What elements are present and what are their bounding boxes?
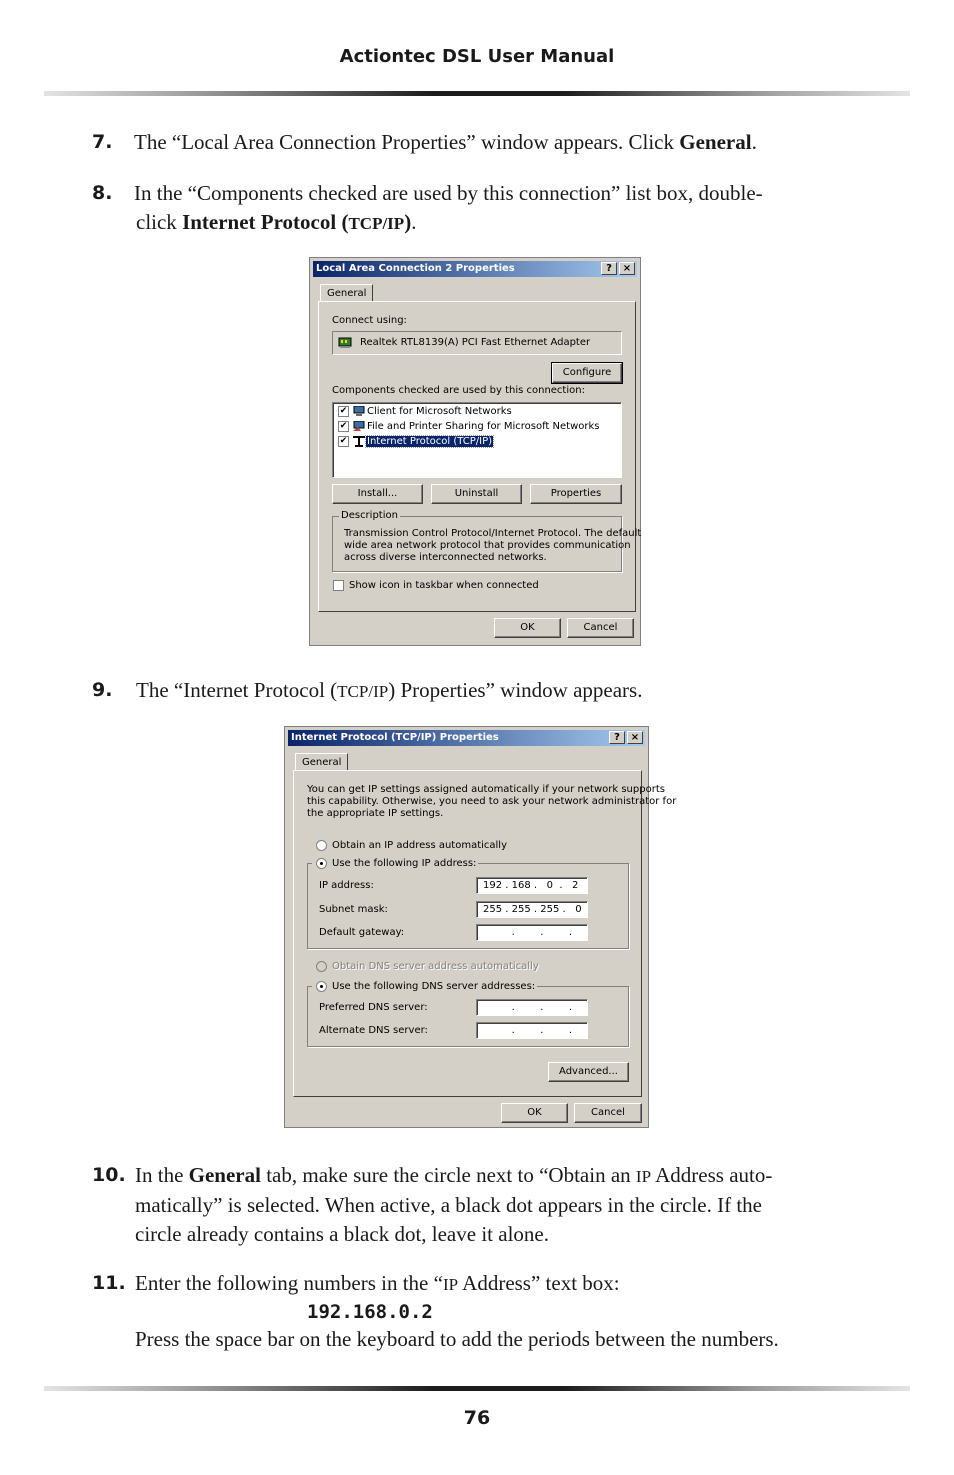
dialog-title: Local Area Connection 2 Properties	[316, 263, 515, 274]
adapter-field	[332, 331, 622, 355]
help-button[interactable]: ?	[609, 731, 625, 744]
header-rule	[44, 91, 910, 96]
use-ip-radio[interactable]	[316, 858, 327, 869]
ip-address-input[interactable]: 192 . 168 . 0 . 2	[476, 877, 588, 894]
step-text: The “Local Area Connection Properties” window appears. Click	[134, 130, 680, 154]
ok-button[interactable]: OK	[501, 1103, 568, 1123]
step-7	[92, 128, 872, 157]
properties-button[interactable]: Properties	[530, 484, 622, 504]
uninstall-button[interactable]: Uninstall	[431, 484, 522, 504]
obtain-dns-radio[interactable]	[316, 961, 327, 972]
intro-text: this capability. Otherwise, you need to ask your network administrator for	[307, 796, 677, 807]
dns-group	[307, 981, 629, 1047]
preferred-dns-input[interactable]: . . .	[476, 999, 588, 1016]
footer-rule	[44, 1386, 910, 1391]
step-8	[92, 179, 872, 238]
step-text: tab, make sure the circle next to “Obtain an	[260, 1163, 636, 1187]
alternate-dns-input[interactable]: . . .	[476, 1022, 588, 1039]
subnet-mask-label: Subnet mask:	[319, 904, 388, 915]
adapter-name: Realtek RTL8139(A) PCI Fast Ethernet Adapter	[360, 337, 591, 348]
client-computer-icon	[352, 406, 366, 417]
step-text: Address” text box:	[458, 1271, 620, 1295]
use-ip-label[interactable]: Use the following IP address:	[312, 858, 478, 870]
local-area-connection-dialog	[309, 257, 641, 646]
description-text: across diverse interconnected networks.	[344, 552, 547, 563]
default-gateway-label: Default gateway:	[319, 927, 405, 938]
configure-button[interactable]: Configure	[552, 363, 622, 383]
default-gateway-input[interactable]: . . .	[476, 924, 588, 941]
intro-text: You can get IP settings assigned automatically if your network supports	[307, 784, 665, 795]
cancel-button[interactable]: Cancel	[574, 1103, 642, 1123]
step-number: 10.	[92, 1164, 126, 1186]
component-name[interactable]: File and Printer Sharing for Microsoft Networks	[367, 421, 600, 432]
step-text: click	[136, 210, 183, 234]
running-header: Actiontec DSL User Manual	[339, 46, 615, 67]
use-dns-label[interactable]: Use the following DNS server addresses:	[312, 981, 537, 993]
show-icon-checkbox[interactable]	[333, 580, 344, 591]
step-text: circle already contains a black dot, leave it alone.	[135, 1222, 549, 1246]
step-text: .	[751, 130, 757, 154]
description-group	[332, 510, 642, 572]
subnet-mask-input[interactable]: 255 . 255 . 255 . 0	[476, 901, 588, 918]
step-bold: General	[679, 130, 752, 154]
step-number: 11.	[92, 1272, 126, 1294]
cancel-button[interactable]: Cancel	[567, 618, 634, 638]
page-number: 76	[463, 1407, 491, 1429]
use-dns-radio[interactable]	[316, 981, 327, 992]
step-smallcaps: IP	[442, 1275, 459, 1294]
step-text: Press the space bar on the keyboard to add the periods between the numbers.	[135, 1327, 779, 1351]
step-11	[92, 1269, 872, 1354]
intro-text: the appropriate IP settings.	[307, 808, 444, 819]
help-button[interactable]: ?	[601, 262, 617, 275]
show-icon-label[interactable]: Show icon in taskbar when connected	[349, 580, 539, 591]
description-text: wide area network protocol that provides communication	[344, 540, 631, 551]
step-smallcaps: IP	[635, 1167, 652, 1186]
network-adapter-icon	[338, 337, 352, 348]
component-checkbox[interactable]: ✔	[339, 406, 348, 416]
obtain-ip-label[interactable]: Obtain an IP address automatically	[332, 840, 508, 851]
step-number: 7.	[92, 131, 113, 153]
step-number: 9.	[92, 679, 113, 701]
advanced-button[interactable]: Advanced...	[548, 1062, 629, 1082]
tab-panel	[293, 770, 677, 1097]
install-button[interactable]: Install...	[332, 484, 423, 504]
component-name[interactable]: Client for Microsoft Networks	[367, 406, 512, 417]
connect-using-label: Connect using:	[332, 315, 407, 326]
tab-panel	[318, 301, 642, 612]
ip-code: 192.168.0.2	[307, 1301, 433, 1323]
alternate-dns-label: Alternate DNS server:	[319, 1025, 428, 1036]
step-text: .	[411, 210, 417, 234]
step-smallcaps: TCP/IP	[337, 682, 389, 701]
step-text: In the	[135, 1163, 189, 1187]
tab-general[interactable]: General	[295, 753, 348, 771]
component-checkbox[interactable]: ✔	[339, 421, 348, 431]
step-text: In the “Components checked are used by this connection” list box, double-	[134, 181, 763, 205]
step-text: Enter the following numbers in the “	[135, 1271, 443, 1295]
step-text: Address auto-	[651, 1163, 773, 1187]
step-text: The “Internet Protocol (	[136, 678, 338, 702]
tab-general[interactable]: General	[320, 284, 373, 302]
ok-button[interactable]: OK	[494, 618, 561, 638]
step-9	[92, 676, 872, 706]
step-smallcaps: TCP/IP	[348, 214, 405, 233]
dialog-title: Internet Protocol (TCP/IP) Properties	[291, 732, 499, 743]
obtain-ip-radio[interactable]	[316, 840, 327, 851]
step-text: matically” is selected. When active, a black dot appears in the circle. If the	[135, 1193, 762, 1217]
close-button[interactable]: ×	[627, 731, 643, 744]
step-10	[92, 1161, 872, 1249]
protocol-icon	[352, 436, 366, 447]
component-checkbox[interactable]: ✔	[339, 436, 348, 446]
preferred-dns-label: Preferred DNS server:	[319, 1002, 428, 1013]
tcpip-properties-dialog	[284, 726, 677, 1128]
static-ip-group	[307, 858, 629, 949]
selected-component: Internet Protocol (TCP/IP)	[367, 436, 493, 447]
step-bold: )	[404, 210, 412, 234]
close-button[interactable]: ×	[619, 262, 635, 275]
step-text: ) Properties” window appears.	[388, 678, 643, 702]
description-label: Description	[341, 510, 398, 521]
file-sharing-icon	[352, 421, 366, 432]
step-bold: Internet Protocol (	[182, 210, 349, 234]
components-label: Components checked are used by this connection:	[332, 385, 585, 396]
component-name[interactable]	[366, 436, 493, 448]
step-bold: General	[188, 1163, 261, 1187]
dialog-title-bar	[288, 730, 645, 746]
step-number: 8.	[92, 182, 113, 204]
obtain-dns-label[interactable]: Obtain DNS server address automatically	[332, 961, 539, 972]
components-list	[332, 402, 622, 478]
ip-address-label: IP address:	[319, 880, 374, 891]
description-text: Transmission Control Protocol/Internet Protocol. The default	[344, 528, 642, 539]
dialog-title-bar	[313, 261, 637, 277]
